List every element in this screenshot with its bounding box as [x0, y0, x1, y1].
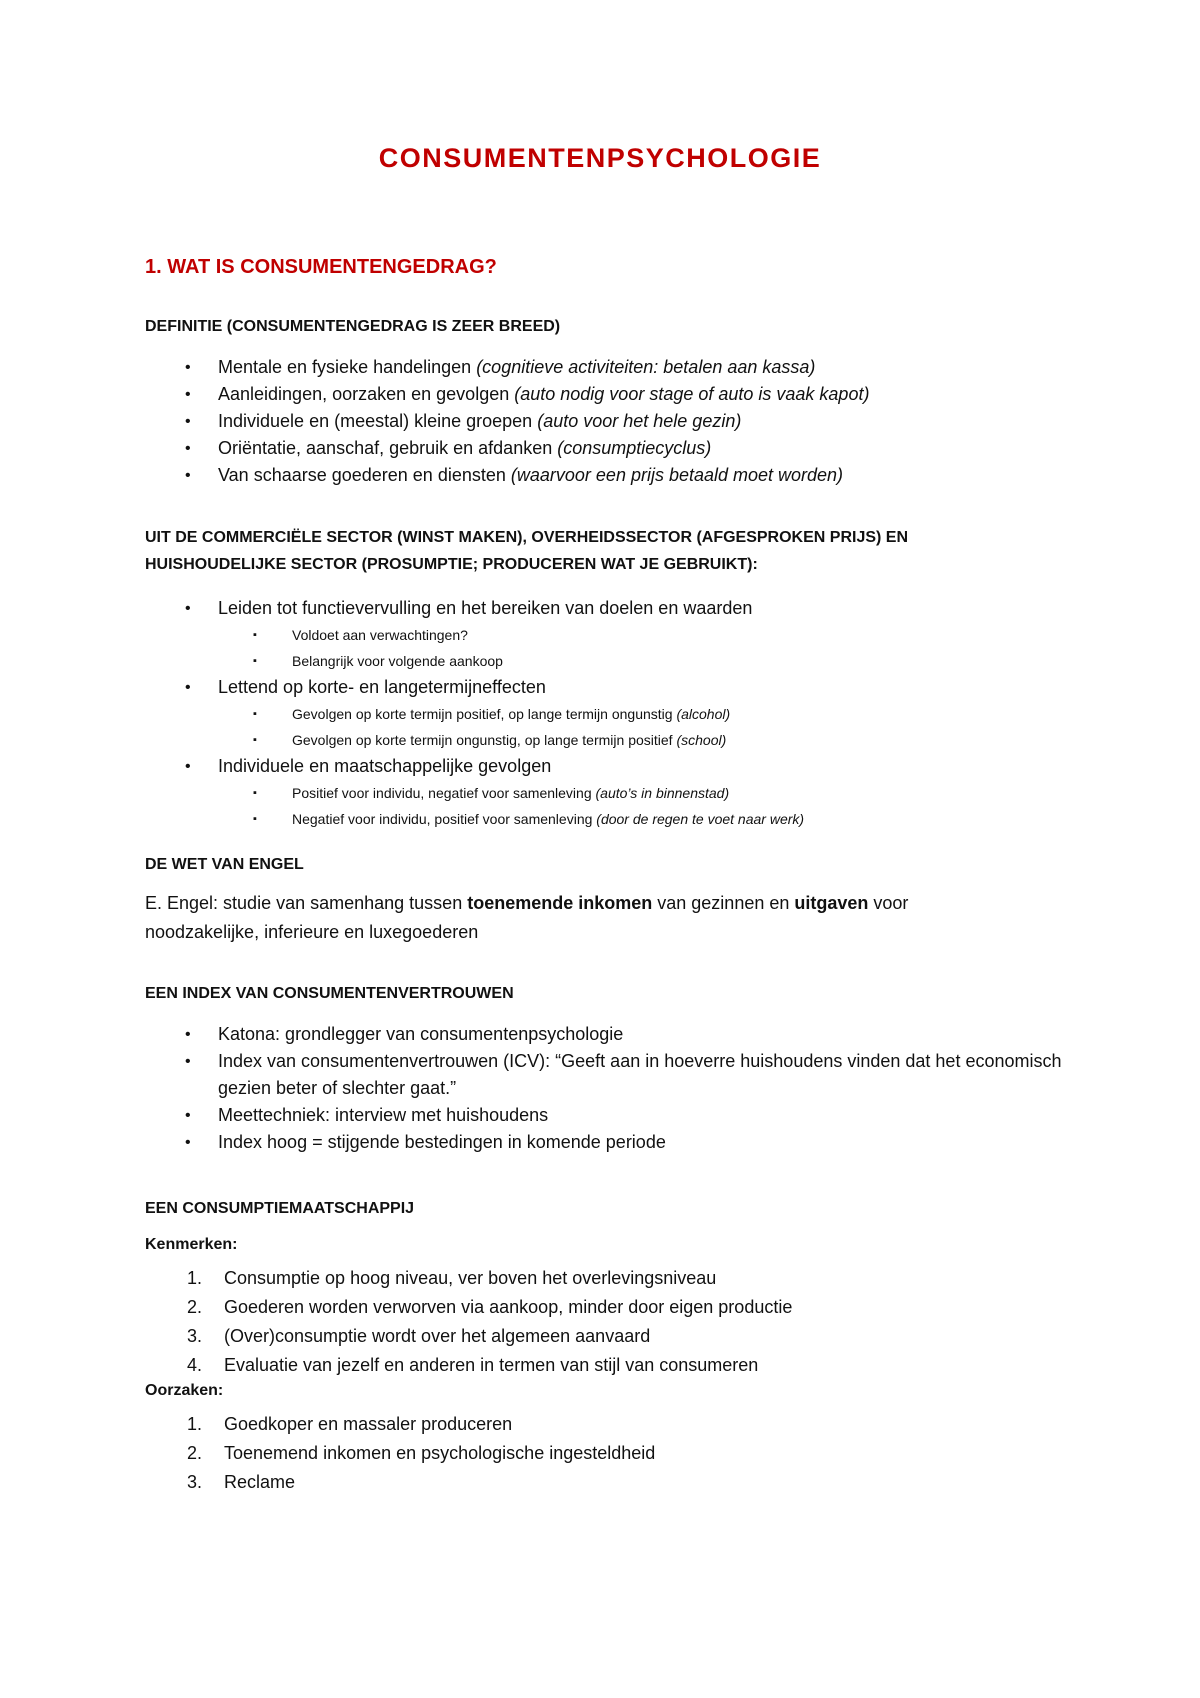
sub-bullet-marker: ▪: [253, 655, 257, 667]
bullet-marker: •: [185, 1053, 191, 1070]
sub-list-item: ▪ Gevolgen op korte termijn ongunstig, op lange termijn positief (school): [218, 727, 1105, 753]
list-item: • Index van consumentenvertrouwen (ICV): “Geeft aan in hoeverre huishoudens vinden dat het economisch gezien beter of slechter gaat.”: [145, 1048, 1105, 1102]
list-item: • Aanleidingen, oorzaken en gevolgen (auto nodig voor stage of auto is vaak kapot): [145, 381, 1105, 408]
bullet-marker: •: [185, 679, 191, 696]
numbered-item: 3. (Over)consumptie wordt over het algemeen aanvaard: [187, 1326, 651, 1346]
bullet-marker: •: [185, 600, 191, 617]
list-item: • Lettend op korte- en langetermijneffecten ▪ Gevolgen op korte termijn positief, op lange termijn ongunstig (alcohol) ▪ Gevolgen op korte termijn ongunstig, op lange termijn positief (school): [145, 674, 1105, 753]
kenmerken-list: [145, 1264, 1105, 1380]
bullet-marker: •: [185, 467, 191, 484]
sub-bullet-marker: ▪: [253, 787, 257, 799]
heading-definitie: DEFINITIE (CONSUMENTENGEDRAG IS ZEER BREED): [145, 318, 561, 335]
bullet-marker: •: [185, 359, 191, 376]
bullet-marker: •: [185, 758, 191, 775]
list-item: • Index hoog = stijgende bestedingen in komende periode: [145, 1129, 1105, 1156]
bullet-marker: •: [185, 413, 191, 430]
bullet-marker: •: [185, 386, 191, 403]
section-heading-consumentengedrag: 1. WAT IS CONSUMENTENGEDRAG?: [145, 256, 497, 278]
sub-list-item: ▪ Positief voor individu, negatief voor samenleving (auto’s in binnenstad): [218, 780, 1105, 806]
sub-bullet-marker: ▪: [253, 708, 257, 720]
numbered-item: 2. Toenemend inkomen en psychologische ingesteldheid: [187, 1443, 656, 1463]
bullet-marker: •: [185, 1107, 191, 1124]
bullet-marker: •: [185, 1026, 191, 1043]
sub-bullet-marker: ▪: [253, 629, 257, 641]
list-item: • Van schaarse goederen en diensten (waarvoor een prijs betaald moet worden): [145, 462, 1105, 489]
list-item: • Individuele en maatschappelijke gevolgen ▪ Positief voor individu, negatief voor samenleving (auto’s in binnenstad) ▪ Negatief voor individu, positief voor samenleving (door de regen te voet naar werk): [145, 753, 1105, 832]
list-item: • Individuele en (meestal) kleine groepen (auto voor het hele gezin): [145, 408, 1105, 435]
sub-list-item: ▪ Negatief voor individu, positief voor samenleving (door de regen te voet naar werk): [218, 806, 1105, 832]
sub-list: [218, 780, 1105, 832]
sub-bullet-marker: ▪: [253, 734, 257, 746]
numbered-item: 3. Reclame: [187, 1472, 296, 1492]
numbered-item: 2. Goederen worden verworven via aankoop, minder door eigen productie: [187, 1297, 793, 1317]
engel-paragraph: E. Engel: studie van samenhang tussen toenemende inkomen van gezinnen en uitgaven voor noodzakelijke, inferieure en luxegoederen: [145, 893, 909, 942]
oorzaken-list: [145, 1410, 1105, 1497]
bullet-marker: •: [185, 1134, 191, 1151]
list-item: • Meettechniek: interview met huishoudens: [145, 1102, 1105, 1129]
list-item: • Oriëntatie, aanschaf, gebruik en afdanken (consumptiecyclus): [145, 435, 1105, 462]
document-title: CONSUMENTENPSYCHOLOGIE: [378, 143, 822, 173]
sub-bullet-marker: ▪: [253, 813, 257, 825]
heading-wet-van-engel: DE WET VAN ENGEL: [145, 856, 304, 873]
label-kenmerken: Kenmerken:: [145, 1236, 238, 1253]
list-item: • Katona: grondlegger van consumentenpsychologie: [145, 1021, 1105, 1048]
bullet-marker: •: [185, 440, 191, 457]
label-oorzaken: Oorzaken:: [145, 1382, 224, 1399]
sectoren-list: [145, 595, 1105, 832]
sub-list: [218, 622, 1105, 674]
numbered-item: 1. Consumptie op hoog niveau, ver boven het overlevingsniveau: [187, 1268, 717, 1288]
sub-list: [218, 701, 1105, 753]
heading-index-consumentenvertrouwen: EEN INDEX VAN CONSUMENTENVERTROUWEN: [145, 985, 514, 1002]
heading-sectoren: UIT DE COMMERCIËLE SECTOR (WINST MAKEN), OVERHEIDSSECTOR (AFGESPROKEN PRIJS) EN HUISHOUDELIJKE SECTOR (PROSUMPTIE; PRODUCEREN WAT JE GEBRUIKT):: [145, 529, 909, 573]
index-list: [145, 1021, 1105, 1156]
sub-list-item: ▪ Voldoet aan verwachtingen?: [218, 622, 1105, 648]
list-item: • Leiden tot functievervulling en het bereiken van doelen en waarden ▪ Voldoet aan verwachtingen? ▪ Belangrijk voor volgende aankoop: [145, 595, 1105, 674]
definitie-list: [145, 354, 1105, 489]
sub-list-item: ▪ Belangrijk voor volgende aankoop: [218, 648, 1105, 674]
heading-consumptiemaatschappij: EEN CONSUMPTIEMAATSCHAPPIJ: [145, 1200, 415, 1217]
numbered-item: 4. Evaluatie van jezelf en anderen in termen van stijl van consumeren: [187, 1355, 759, 1375]
sub-list-item: ▪ Gevolgen op korte termijn positief, op lange termijn ongunstig (alcohol): [218, 701, 1105, 727]
numbered-item: 1. Goedkoper en massaler produceren: [187, 1414, 513, 1434]
list-item: • Mentale en fysieke handelingen (cognitieve activiteiten: betalen aan kassa): [145, 354, 1105, 381]
